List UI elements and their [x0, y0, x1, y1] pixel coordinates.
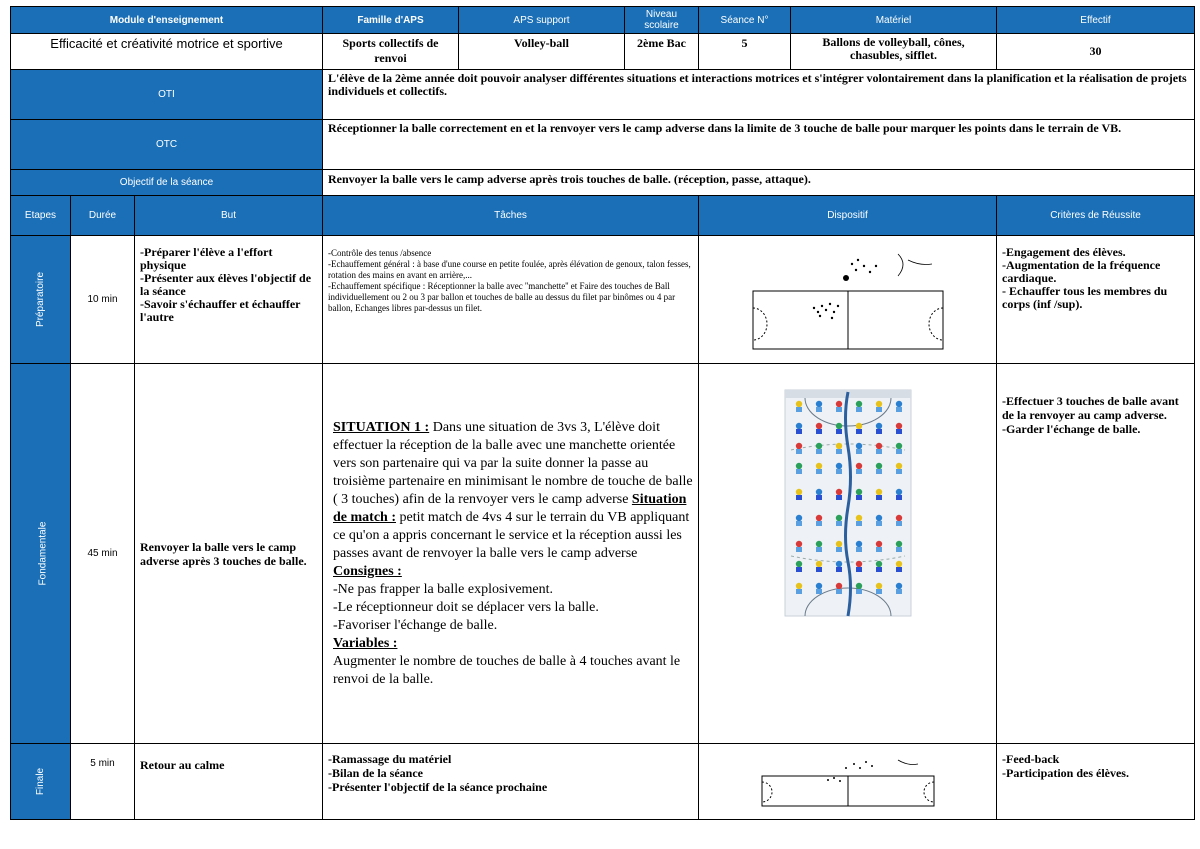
- warmup-court-diagram: [748, 246, 948, 354]
- player-body: [796, 589, 802, 594]
- player-body: [896, 449, 902, 454]
- player-body: [896, 407, 902, 412]
- player-marker: [835, 515, 841, 521]
- player-body: [816, 407, 822, 412]
- player-marker: [855, 561, 861, 567]
- dispositif-preparatoire: [699, 236, 997, 364]
- tache-item: -Echauffement spécifique : Réceptionner la balle avec ''manchette'' et Faire des touches de Ball individuellement ou 2 ou 3 par ballon et touches de balle au dessus du filet par binômes ou 4 par ballon, Echanges libres par-dessus un filet.: [328, 281, 676, 313]
- player-body: [876, 567, 882, 572]
- tache-item: -Bilan de la séance: [328, 766, 423, 780]
- player-marker: [815, 443, 821, 449]
- variables-text: Augmenter le nombre de touches de balle à 4 touches avant le renvoi de la balle.: [333, 653, 681, 687]
- player-body: [856, 429, 862, 434]
- player-marker: [895, 561, 901, 567]
- player-body: [856, 407, 862, 412]
- tache-item: -Ramassage du matériel: [328, 752, 452, 766]
- critere-item: -Feed-back: [1002, 752, 1060, 766]
- player-marker: [795, 515, 801, 521]
- player-body: [876, 449, 882, 454]
- player-body: [796, 495, 802, 500]
- player-marker: [855, 401, 861, 407]
- seance-label: Séance N°: [699, 7, 791, 34]
- player-marker: [875, 443, 881, 449]
- player-marker: [815, 489, 821, 495]
- consigne-item: -Le réceptionneur doit se déplacer vers la balle.: [333, 599, 599, 615]
- match-court-diagram: [783, 388, 913, 618]
- etape-finale: Finale: [11, 744, 71, 820]
- match-text: petit match de 4vs 4 sur le terrain du VB appliquant ce qu'on a appris concernant le service et la réception aussi les passes avant de renvoyer la balle vers le camp adverse: [333, 509, 690, 561]
- critere-item: -Engagement des élèves.: [1002, 245, 1126, 259]
- player-body: [856, 469, 862, 474]
- col-but: But: [135, 196, 323, 236]
- player-marker: [795, 401, 801, 407]
- player-marker: [835, 489, 841, 495]
- player-body: [796, 429, 802, 434]
- aps-value: Volley-ball: [459, 34, 625, 70]
- taches-fondamentale: [323, 364, 699, 744]
- player-body: [876, 521, 882, 526]
- player-body: [796, 449, 802, 454]
- player-body: [836, 521, 842, 526]
- player-body: [876, 407, 882, 412]
- player-marker: [895, 515, 901, 521]
- player-marker: [795, 489, 801, 495]
- player-body: [896, 429, 902, 434]
- player-body: [836, 589, 842, 594]
- duree-preparatoire: 10 min: [71, 236, 135, 364]
- player-body: [816, 429, 822, 434]
- niveau-value: 2ème Bac: [625, 34, 699, 70]
- consigne-item: -Favoriser l'échange de balle.: [333, 617, 498, 633]
- otc-text: Réceptionner la balle correctement en et la renvoyer vers le camp adverse dans la limite de 3 touche de balle pour marquer les points dans le terrain de VB.: [323, 120, 1195, 170]
- player-marker: [795, 443, 801, 449]
- but-fondamentale: Renvoyer la balle vers le camp adverse après 3 touches de balle.: [135, 364, 323, 744]
- aps-label: APS support: [459, 7, 625, 34]
- player-body: [836, 449, 842, 454]
- player-body: [816, 449, 822, 454]
- etape-preparatoire: Préparatoire: [11, 236, 71, 364]
- player-marker: [855, 541, 861, 547]
- player-body: [796, 547, 802, 552]
- player-marker: [895, 583, 901, 589]
- player-marker: [795, 561, 801, 567]
- critere-item: - Echauffer tous les membres du corps (inf /sup).: [1002, 284, 1168, 311]
- player-body: [896, 567, 902, 572]
- player-body: [896, 469, 902, 474]
- but-item: -Savoir s'échauffer et échauffer l'autre: [140, 297, 301, 324]
- effectif-label: Effectif: [997, 7, 1195, 34]
- tache-item: -Echauffement général : à base d'une course en petite foulée, après élévation de genoux, talon fesses, rotation des mains en avant en arrière,...: [328, 259, 691, 280]
- player-marker: [895, 443, 901, 449]
- player-marker: [855, 489, 861, 495]
- player-marker: [895, 401, 901, 407]
- player-marker: [855, 423, 861, 429]
- criteres-finale: [997, 744, 1195, 820]
- player-body: [856, 567, 862, 572]
- player-marker: [875, 489, 881, 495]
- player-body: [896, 521, 902, 526]
- player-marker: [815, 561, 821, 567]
- player-marker: [855, 515, 861, 521]
- player-marker: [855, 463, 861, 469]
- module-value: Efficacité et créativité motrice et sportive: [11, 34, 323, 70]
- player-marker: [895, 489, 901, 495]
- but-preparatoire: [135, 236, 323, 364]
- player-body: [836, 469, 842, 474]
- player-body: [876, 589, 882, 594]
- player-body: [796, 567, 802, 572]
- player-marker: [875, 561, 881, 567]
- effectif-value: 30: [997, 34, 1195, 70]
- player-body: [876, 495, 882, 500]
- player-body: [876, 469, 882, 474]
- criteres-fondamentale: [997, 364, 1195, 744]
- famille-value: Sports collectifs de renvoi: [323, 34, 459, 70]
- lesson-plan-table: [10, 6, 1195, 820]
- player-body: [856, 495, 862, 500]
- player-marker: [875, 463, 881, 469]
- dispositif-finale: [699, 744, 997, 820]
- but-finale: Retour au calme: [135, 744, 323, 820]
- player-marker: [835, 561, 841, 567]
- seance-objective-text: Renvoyer la balle vers le camp adverse après trois touches de balle. (réception, passe, attaque).: [323, 170, 1195, 196]
- duree-finale: 5 min: [71, 744, 135, 820]
- player-body: [816, 495, 822, 500]
- module-label: Module d'enseignement: [11, 7, 323, 34]
- player-marker: [835, 443, 841, 449]
- col-taches: Tâches: [323, 196, 699, 236]
- col-duree: Durée: [71, 196, 135, 236]
- player-marker: [895, 423, 901, 429]
- player-body: [816, 589, 822, 594]
- player-marker: [795, 583, 801, 589]
- player-body: [896, 495, 902, 500]
- situation1-title: SITUATION 1 :: [333, 419, 430, 435]
- player-marker: [795, 541, 801, 547]
- col-etapes: Etapes: [11, 196, 71, 236]
- player-marker: [875, 541, 881, 547]
- player-marker: [815, 541, 821, 547]
- famille-label: Famille d'APS: [323, 7, 459, 34]
- etape-fondamentale: Fondamentale: [11, 364, 71, 744]
- consigne-item: -Ne pas frapper la balle explosivement.: [333, 581, 554, 597]
- player-body: [816, 547, 822, 552]
- player-body: [876, 547, 882, 552]
- player-marker: [795, 423, 801, 429]
- player-marker: [815, 463, 821, 469]
- criteres-preparatoire: [997, 236, 1195, 364]
- variables-title: Variables :: [333, 635, 398, 651]
- player-marker: [835, 423, 841, 429]
- player-marker: [875, 401, 881, 407]
- player-body: [856, 449, 862, 454]
- player-body: [856, 521, 862, 526]
- player-body: [856, 547, 862, 552]
- oti-label: OTI: [11, 70, 323, 120]
- player-marker: [895, 463, 901, 469]
- seance-objective-label: Objectif de la séance: [11, 170, 323, 196]
- player-body: [896, 589, 902, 594]
- duree-fondamentale: 45 min: [71, 364, 135, 744]
- critere-item: -Effectuer 3 touches de balle avant de la renvoyer au camp adverse.: [1002, 394, 1179, 422]
- tache-item: -Contrôle des tenus /absence: [328, 248, 432, 258]
- situation1-text: Dans une situation de 3vs 3, L'élève doit effectuer la réception de la balle avec une manchette orientée vers son partenaire qui va par la suite donner la passe au troisième partenaire en minimisant le nombre de touche de balle ( 3 touches) afin de la renvoyer vers le camp adverse: [333, 419, 693, 507]
- col-dispositif: Dispositif: [699, 196, 997, 236]
- player-body: [896, 547, 902, 552]
- consignes-title: Consignes :: [333, 563, 402, 579]
- dispositif-fondamentale: [699, 364, 997, 744]
- col-criteres: Critères de Réussite: [997, 196, 1195, 236]
- critere-item: -Augmentation de la fréquence cardiaque.: [1002, 258, 1161, 285]
- oti-text: L'élève de la 2ème année doit pouvoir analyser différentes situations et interactions motrices et s'intégrer volontairement dans la planification et la réalisation de projets individuels et collectifs.: [323, 70, 1195, 120]
- lesson-plan: [10, 6, 1194, 820]
- player-marker: [875, 583, 881, 589]
- player-body: [836, 547, 842, 552]
- player-body: [816, 521, 822, 526]
- player-body: [816, 567, 822, 572]
- player-marker: [815, 515, 821, 521]
- player-marker: [815, 401, 821, 407]
- player-body: [836, 407, 842, 412]
- match-title: Situation de match :: [333, 491, 687, 525]
- but-item: -Présenter aux élèves l'objectif de la séance: [140, 271, 312, 298]
- taches-preparatoire: [323, 236, 699, 364]
- player-body: [856, 589, 862, 594]
- player-marker: [815, 423, 821, 429]
- player-body: [836, 567, 842, 572]
- player-body: [796, 469, 802, 474]
- otc-label: OTC: [11, 120, 323, 170]
- player-marker: [895, 541, 901, 547]
- player-body: [876, 429, 882, 434]
- critere-item: -Garder l'échange de balle.: [1002, 422, 1141, 436]
- player-body: [836, 495, 842, 500]
- cooldown-court-diagram: [758, 754, 938, 810]
- player-body: [816, 469, 822, 474]
- niveau-label: Niveau scolaire: [625, 7, 699, 34]
- seance-value: 5: [699, 34, 791, 70]
- tache-item: -Présenter l'objectif de la séance prochaine: [328, 780, 548, 794]
- player-marker: [815, 583, 821, 589]
- player-marker: [855, 443, 861, 449]
- player-marker: [835, 401, 841, 407]
- player-marker: [835, 463, 841, 469]
- player-body: [796, 521, 802, 526]
- player-body: [836, 429, 842, 434]
- player-marker: [875, 423, 881, 429]
- player-marker: [795, 463, 801, 469]
- player-marker: [835, 541, 841, 547]
- materiel-label: Matériel: [791, 7, 997, 34]
- but-item: -Préparer l'élève a l'effort physique: [140, 245, 273, 272]
- player-marker: [835, 583, 841, 589]
- player-marker: [875, 515, 881, 521]
- materiel-value: Ballons de volleyball, cônes, chasubles, sifflet.: [791, 34, 997, 70]
- player-body: [796, 407, 802, 412]
- taches-finale: [323, 744, 699, 820]
- critere-item: -Participation des élèves.: [1002, 766, 1129, 780]
- player-marker: [855, 583, 861, 589]
